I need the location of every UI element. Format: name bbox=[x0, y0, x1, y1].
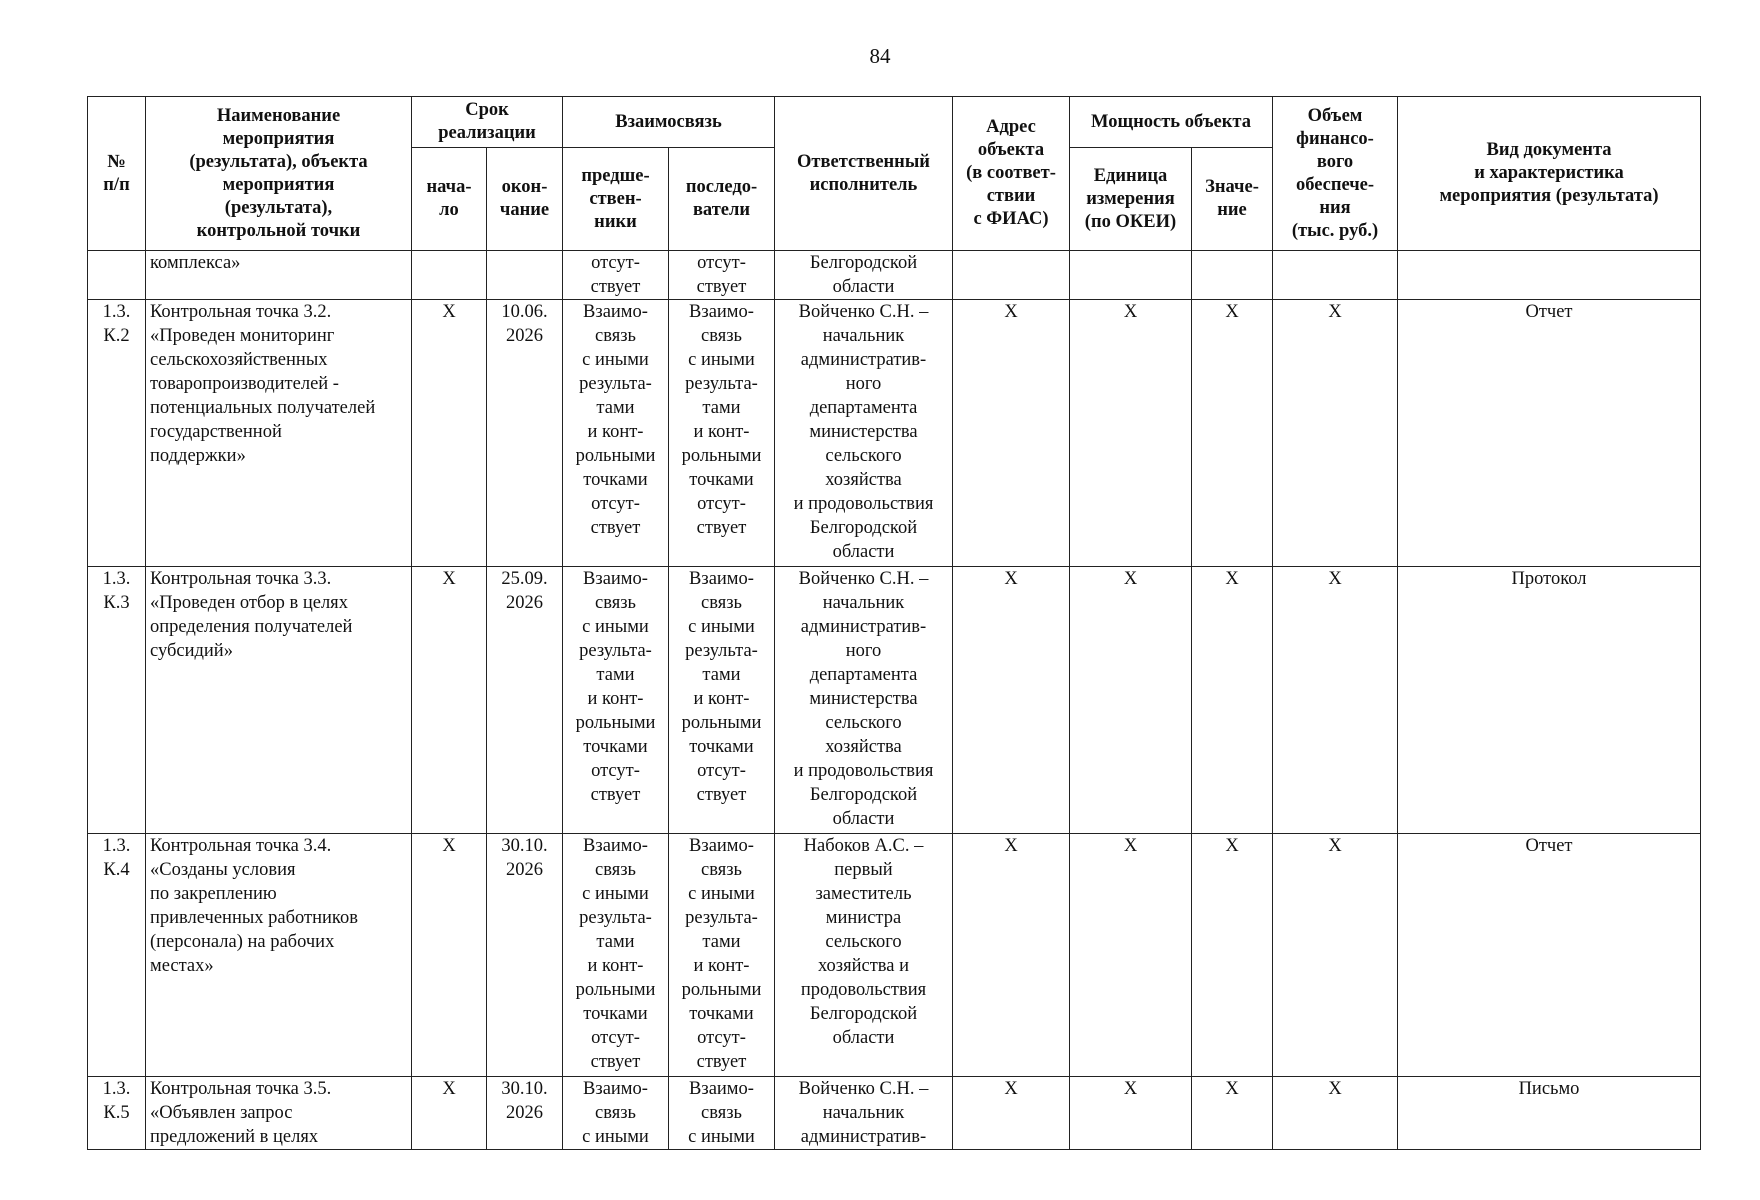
text-line: контрольной точки bbox=[196, 220, 361, 241]
text-line: области bbox=[832, 809, 895, 829]
cell-end bbox=[487, 1077, 563, 1150]
text-line: ватели bbox=[692, 200, 751, 220]
cell-name bbox=[146, 1077, 412, 1150]
cell-finance: X bbox=[1273, 834, 1398, 1077]
text-line: отсут- bbox=[591, 1028, 640, 1048]
text-line: Белгородской bbox=[809, 518, 918, 538]
cell-successors bbox=[669, 300, 775, 567]
text-line: Взаимо- bbox=[689, 1079, 754, 1099]
cell-start: X bbox=[412, 834, 487, 1077]
header-term bbox=[412, 97, 563, 148]
text-line: Белгородской bbox=[809, 1004, 918, 1024]
text-line: ники bbox=[594, 211, 637, 232]
cell-name bbox=[146, 567, 412, 834]
text-line: хозяйства и bbox=[817, 956, 910, 976]
text-line: тами bbox=[702, 932, 741, 952]
text-line: Наименование bbox=[216, 105, 341, 126]
control-points-table bbox=[87, 96, 1701, 1150]
cell-start: X bbox=[412, 1077, 487, 1150]
header-value bbox=[1192, 148, 1273, 251]
text-line: определения получателей bbox=[150, 617, 353, 637]
text-line: связь bbox=[595, 1103, 636, 1123]
header-relation: Взаимосвязь bbox=[563, 97, 775, 148]
text-line: с иными bbox=[688, 350, 755, 370]
text-line: Срок bbox=[465, 100, 509, 120]
text-line: Ответственный bbox=[797, 151, 930, 172]
text-line: результа- bbox=[579, 374, 652, 394]
text-line: продовольствия bbox=[800, 980, 927, 1000]
text-line: ствует bbox=[696, 785, 747, 805]
text-line: по закреплению bbox=[150, 884, 277, 904]
text-line: привлеченных работников bbox=[150, 908, 358, 928]
text-line: ствует bbox=[590, 1052, 641, 1072]
text-line: сельскохозяйственных bbox=[150, 350, 328, 370]
text-line: (по ОКЕИ) bbox=[1084, 211, 1177, 232]
text-line: связь bbox=[595, 860, 636, 880]
text-line: рольными bbox=[681, 713, 762, 733]
text-line: окон- bbox=[501, 177, 548, 197]
cell-doc-type bbox=[1398, 251, 1701, 300]
text-line: хозяйства bbox=[825, 737, 902, 757]
cell-doc-type: Письмо bbox=[1398, 1077, 1701, 1150]
text-line: Взаимо- bbox=[583, 1079, 648, 1099]
cell-successors bbox=[669, 567, 775, 834]
text-line: хозяйства bbox=[825, 470, 902, 490]
text-line: последо- bbox=[685, 177, 758, 197]
page-number: 84 bbox=[869, 44, 891, 68]
text-line: «Проведен мониторинг bbox=[150, 326, 335, 346]
text-line: мероприятия bbox=[222, 174, 335, 195]
text-line: субсидий» bbox=[150, 641, 233, 661]
text-line: ствен- bbox=[589, 188, 642, 209]
text-line: государственной bbox=[150, 422, 282, 442]
text-line: результа- bbox=[685, 641, 758, 661]
text-line: (в соответ- bbox=[966, 163, 1056, 183]
text-line: отсут- bbox=[591, 494, 640, 514]
cell-unit: X bbox=[1070, 834, 1192, 1077]
text-line: ного bbox=[845, 641, 882, 661]
text-line: ло bbox=[439, 200, 459, 220]
text-line: Войченко С.Н. – bbox=[798, 1079, 929, 1099]
table-row bbox=[88, 567, 1701, 834]
cell-predecessors bbox=[563, 1077, 669, 1150]
text-line: с иными bbox=[582, 350, 649, 370]
header-executor bbox=[775, 97, 953, 251]
text-line: Объем bbox=[1307, 105, 1363, 126]
text-line: (результата), объекта bbox=[189, 151, 368, 172]
cell-address bbox=[953, 251, 1070, 300]
text-line: Войченко С.Н. – bbox=[798, 302, 929, 322]
cell-end bbox=[487, 567, 563, 834]
text-line: и конт- bbox=[587, 689, 644, 709]
text-line: вого bbox=[1316, 151, 1354, 172]
text-line: отсут- bbox=[697, 1028, 746, 1048]
text-line: рольными bbox=[575, 446, 656, 466]
text-line: Взаимо- bbox=[583, 302, 648, 322]
text-line: с иными bbox=[688, 617, 755, 637]
cell-start bbox=[412, 251, 487, 300]
text-line: точками bbox=[689, 737, 754, 757]
text-line: «Созданы условия bbox=[150, 860, 296, 880]
text-line: Взаимо- bbox=[583, 569, 648, 589]
cell-unit: X bbox=[1070, 300, 1192, 567]
header-num bbox=[88, 97, 146, 251]
text-line: и конт- bbox=[587, 956, 644, 976]
text-line: ние bbox=[1217, 200, 1247, 220]
text-line: К.4 bbox=[103, 860, 130, 880]
text-line: заместитель bbox=[815, 884, 912, 904]
text-line: с иными bbox=[688, 1127, 755, 1147]
cell-start: X bbox=[412, 300, 487, 567]
text-line: точками bbox=[583, 737, 648, 757]
text-line: начальник bbox=[822, 1103, 905, 1123]
header-end bbox=[487, 148, 563, 251]
cell-address: X bbox=[953, 300, 1070, 567]
cell-name bbox=[146, 300, 412, 567]
cell-name bbox=[146, 251, 412, 300]
cell-predecessors bbox=[563, 300, 669, 567]
text-line: точками bbox=[689, 470, 754, 490]
cell-num bbox=[88, 834, 146, 1077]
text-line: министерства bbox=[809, 689, 918, 709]
text-line: результа- bbox=[579, 908, 652, 928]
cell-executor bbox=[775, 1077, 953, 1150]
text-line: чание bbox=[499, 200, 550, 220]
cell-executor bbox=[775, 834, 953, 1077]
text-line: связь bbox=[701, 1103, 742, 1123]
cell-value: X bbox=[1192, 300, 1273, 567]
text-line: и конт- bbox=[693, 422, 750, 442]
text-line: Белгородской bbox=[809, 785, 918, 805]
text-line: с иными bbox=[688, 884, 755, 904]
cell-value bbox=[1192, 251, 1273, 300]
text-line: Значе- bbox=[1205, 177, 1259, 197]
text-line: комплекса» bbox=[150, 253, 241, 273]
text-line: отсут- bbox=[697, 761, 746, 781]
cell-executor bbox=[775, 300, 953, 567]
header-capacity: Мощность объекта bbox=[1070, 97, 1273, 148]
text-line: тами bbox=[702, 665, 741, 685]
cell-address: X bbox=[953, 834, 1070, 1077]
text-line: рольными bbox=[575, 713, 656, 733]
text-line: с иными bbox=[582, 617, 649, 637]
text-line: ствует bbox=[590, 277, 641, 297]
cell-num bbox=[88, 251, 146, 300]
text-line: рольными bbox=[681, 446, 762, 466]
text-line: с ФИАС) bbox=[973, 209, 1049, 229]
text-line: 1.3. bbox=[102, 1079, 131, 1099]
text-line: начальник bbox=[822, 593, 905, 613]
header-address bbox=[953, 97, 1070, 251]
text-line: ствует bbox=[696, 277, 747, 297]
text-line: и продовольствия bbox=[793, 494, 934, 514]
text-line: К.2 bbox=[103, 326, 130, 346]
cell-start: X bbox=[412, 567, 487, 834]
cell-executor bbox=[775, 567, 953, 834]
cell-end bbox=[487, 300, 563, 567]
text-line: предложений в целях bbox=[150, 1127, 319, 1147]
text-line: отсут- bbox=[697, 253, 746, 273]
text-line: ствует bbox=[590, 518, 641, 538]
text-line: предше- bbox=[581, 165, 650, 186]
cell-value: X bbox=[1192, 834, 1273, 1077]
table-row bbox=[88, 834, 1701, 1077]
table-row bbox=[88, 1077, 1701, 1150]
cell-value: X bbox=[1192, 1077, 1273, 1150]
text-line: тами bbox=[596, 932, 635, 952]
text-line: первый bbox=[834, 860, 893, 880]
text-line: области bbox=[832, 1028, 895, 1048]
text-line: 30.10. bbox=[501, 1079, 548, 1099]
text-line: потенциальных получателей bbox=[150, 398, 376, 418]
text-line: Взаимо- bbox=[689, 836, 754, 856]
text-line: ния bbox=[1319, 197, 1351, 218]
text-line: ного bbox=[845, 374, 882, 394]
text-line: Взаимо- bbox=[689, 302, 754, 322]
text-line: тами bbox=[702, 398, 741, 418]
text-line: мероприятия (результата) bbox=[1439, 186, 1659, 206]
text-line: Войченко С.Н. – bbox=[798, 569, 929, 589]
text-line: 2026 bbox=[506, 860, 543, 880]
text-line: результа- bbox=[579, 641, 652, 661]
text-line: 10.06. bbox=[501, 302, 548, 322]
text-line: объекта bbox=[977, 140, 1045, 160]
text-line: сельского bbox=[825, 713, 902, 733]
text-line: рольными bbox=[575, 980, 656, 1000]
text-line: начальник bbox=[822, 326, 905, 346]
text-line: 1.3. bbox=[102, 836, 131, 856]
text-line: 2026 bbox=[506, 326, 543, 346]
text-line: точками bbox=[583, 1004, 648, 1024]
cell-num bbox=[88, 567, 146, 834]
text-line: реализации bbox=[438, 123, 536, 143]
text-line: 1.3. bbox=[102, 302, 131, 322]
cell-successors bbox=[669, 251, 775, 300]
cell-unit: X bbox=[1070, 567, 1192, 834]
cell-predecessors bbox=[563, 567, 669, 834]
text-line: (персонала) на рабочих bbox=[150, 932, 335, 952]
text-line: № bbox=[107, 151, 126, 172]
text-line: Контрольная точка 3.4. bbox=[150, 836, 332, 856]
header-start bbox=[412, 148, 487, 251]
cell-end bbox=[487, 834, 563, 1077]
cell-predecessors bbox=[563, 834, 669, 1077]
text-line: отсут- bbox=[697, 494, 746, 514]
text-line: административ- bbox=[800, 1127, 927, 1147]
text-line: точками bbox=[689, 1004, 754, 1024]
text-line: и продовольствия bbox=[793, 761, 934, 781]
text-line: мероприятия bbox=[222, 128, 335, 149]
cell-successors bbox=[669, 1077, 775, 1150]
text-line: 30.10. bbox=[501, 836, 548, 856]
text-line: тами bbox=[596, 398, 635, 418]
text-line: местах» bbox=[150, 956, 214, 976]
text-line: Белгородской bbox=[809, 253, 918, 273]
text-line: связь bbox=[595, 593, 636, 613]
text-line: результа- bbox=[685, 908, 758, 928]
header-unit bbox=[1070, 148, 1192, 251]
text-line: точками bbox=[583, 470, 648, 490]
text-line: рольными bbox=[681, 980, 762, 1000]
text-line: и характеристика bbox=[1474, 163, 1624, 183]
text-line: Адрес bbox=[986, 117, 1036, 137]
text-line: административ- bbox=[800, 350, 927, 370]
text-line: измерения bbox=[1086, 188, 1175, 209]
cell-unit: X bbox=[1070, 1077, 1192, 1150]
text-line: Вид документа bbox=[1486, 140, 1612, 160]
text-line: отсут- bbox=[591, 761, 640, 781]
table-row bbox=[88, 300, 1701, 567]
header-successors bbox=[669, 148, 775, 251]
text-line: результа- bbox=[685, 374, 758, 394]
text-line: с иными bbox=[582, 1127, 649, 1147]
text-line: (результата), bbox=[224, 197, 333, 218]
text-line: финансо- bbox=[1296, 128, 1374, 149]
cell-value: X bbox=[1192, 567, 1273, 834]
text-line: и конт- bbox=[693, 956, 750, 976]
text-line: Взаимо- bbox=[583, 836, 648, 856]
cell-executor bbox=[775, 251, 953, 300]
text-line: Единица bbox=[1093, 165, 1168, 186]
text-line: Набоков А.С. – bbox=[803, 836, 924, 856]
header-predecessors bbox=[563, 148, 669, 251]
text-line: «Объявлен запрос bbox=[150, 1103, 293, 1123]
text-line: сельского bbox=[825, 932, 902, 952]
text-line: с иными bbox=[582, 884, 649, 904]
text-line: области bbox=[832, 277, 895, 297]
header-finance bbox=[1273, 97, 1398, 251]
cell-successors bbox=[669, 834, 775, 1077]
text-line: (тыс. руб.) bbox=[1291, 220, 1379, 241]
text-line: исполнитель bbox=[809, 174, 918, 195]
cell-end bbox=[487, 251, 563, 300]
cell-unit bbox=[1070, 251, 1192, 300]
text-line: связь bbox=[595, 326, 636, 346]
text-line: поддержки» bbox=[150, 446, 246, 466]
cell-num bbox=[88, 1077, 146, 1150]
text-line: «Проведен отбор в целях bbox=[150, 593, 348, 613]
continuation-row bbox=[88, 251, 1701, 300]
text-line: ствует bbox=[696, 1052, 747, 1072]
text-line: департамента bbox=[809, 398, 918, 418]
text-line: обеспече- bbox=[1295, 174, 1375, 195]
header-doc-type bbox=[1398, 97, 1701, 251]
text-line: тами bbox=[596, 665, 635, 685]
cell-address: X bbox=[953, 567, 1070, 834]
text-line: ствует bbox=[590, 785, 641, 805]
text-line: связь bbox=[701, 326, 742, 346]
text-line: Взаимо- bbox=[689, 569, 754, 589]
text-line: товаропроизводителей - bbox=[150, 374, 339, 394]
cell-finance bbox=[1273, 251, 1398, 300]
cell-finance: X bbox=[1273, 1077, 1398, 1150]
header-row-1 bbox=[88, 97, 1701, 148]
cell-name bbox=[146, 834, 412, 1077]
text-line: Контрольная точка 3.3. bbox=[150, 569, 332, 589]
cell-doc-type: Отчет bbox=[1398, 834, 1701, 1077]
header-name bbox=[146, 97, 412, 251]
text-line: отсут- bbox=[591, 253, 640, 273]
cell-num bbox=[88, 300, 146, 567]
text-line: административ- bbox=[800, 617, 927, 637]
cell-address: X bbox=[953, 1077, 1070, 1150]
text-line: Контрольная точка 3.5. bbox=[150, 1079, 332, 1099]
text-line: Контрольная точка 3.2. bbox=[150, 302, 332, 322]
text-line: 2026 bbox=[506, 1103, 543, 1123]
text-line: К.5 bbox=[103, 1103, 130, 1123]
cell-finance: X bbox=[1273, 300, 1398, 567]
cell-finance: X bbox=[1273, 567, 1398, 834]
text-line: ствии bbox=[986, 186, 1036, 206]
text-line: сельского bbox=[825, 446, 902, 466]
text-line: п/п bbox=[103, 174, 130, 195]
text-line: и конт- bbox=[587, 422, 644, 442]
text-line: департамента bbox=[809, 665, 918, 685]
text-line: и конт- bbox=[693, 689, 750, 709]
text-line: К.3 bbox=[103, 593, 130, 613]
text-line: 1.3. bbox=[102, 569, 131, 589]
text-line: связь bbox=[701, 860, 742, 880]
text-line: нача- bbox=[426, 177, 472, 197]
cell-doc-type: Отчет bbox=[1398, 300, 1701, 567]
text-line: 25.09. bbox=[501, 569, 548, 589]
cell-predecessors bbox=[563, 251, 669, 300]
text-line: 2026 bbox=[506, 593, 543, 613]
text-line: связь bbox=[701, 593, 742, 613]
text-line: ствует bbox=[696, 518, 747, 538]
text-line: области bbox=[832, 542, 895, 562]
text-line: министра bbox=[825, 908, 902, 928]
cell-doc-type: Протокол bbox=[1398, 567, 1701, 834]
text-line: министерства bbox=[809, 422, 918, 442]
